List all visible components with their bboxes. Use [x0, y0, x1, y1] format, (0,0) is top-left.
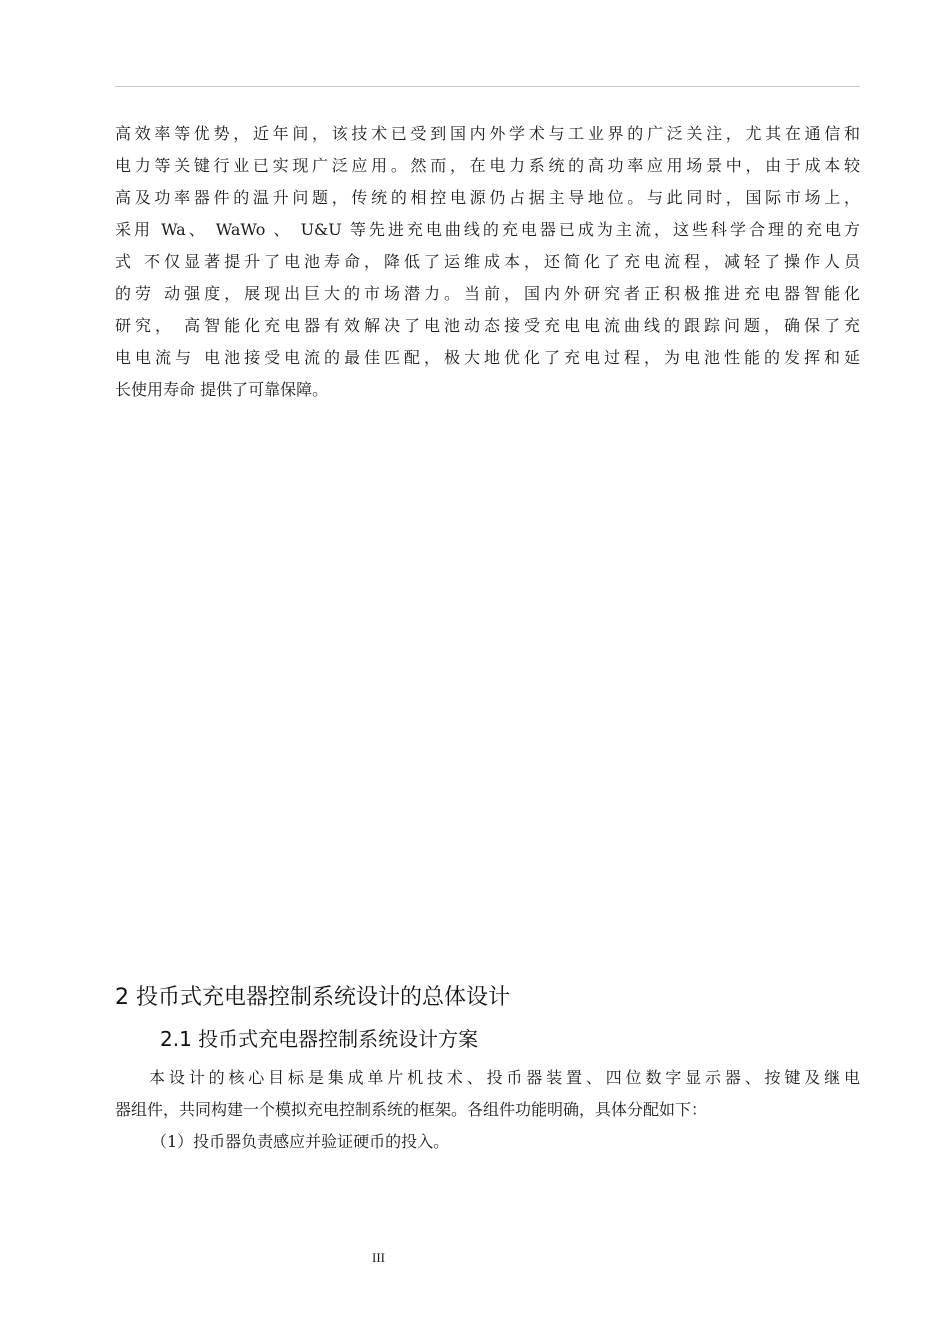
paragraph-line: 采用 Wa、 WaWo 、 U&U 等先进充电曲线的充电器已成为主流，这些科学合理的充电方 — [115, 220, 860, 239]
paragraph-line: 电力等关键行业已实现广泛应用。然而，在电力系统的高功率应用场景中，由于成本较 — [115, 156, 860, 175]
paragraph-line: 本设计的核心目标是集成单片机技术、投币器装置、四位数字显示器、按键及继电 — [149, 1068, 860, 1087]
paragraph-line: 高效率等优势，近年间，该技术已受到国内外学术与工业界的广泛关注，尤其在通信和 — [115, 124, 860, 143]
paragraph-line: 器组件，共同构建一个模拟充电控制系统的框架。各组件功能明确，具体分配如下： — [115, 1100, 708, 1119]
section-heading: 2 投币式充电器控制系统设计的总体设计 — [115, 985, 510, 1010]
paragraph-line: 高及功率器件的温升问题，传统的相控电源仍占据主导地位。与此同时，国际市场上， — [115, 188, 860, 207]
paragraph-line: 研究， 高智能化充电器有效解决了电池动态接受充电电流曲线的跟踪问题，确保了充 — [115, 316, 860, 335]
page-number: III — [372, 1250, 385, 1265]
paragraph-line: 式 不仅显著提升了电池寿命，降低了运维成本，还简化了充电流程，减轻了操作人员 — [115, 252, 860, 271]
paragraph-line: 长使用寿命 提供了可靠保障。 — [115, 380, 329, 399]
section-paragraph — [115, 1062, 860, 1126]
header-rule — [115, 86, 860, 87]
paragraph-line: 电电流与 电池接受电流的最佳匹配，极大地优化了充电过程，为电池性能的发挥和延 — [115, 348, 860, 367]
body-paragraph — [115, 118, 860, 406]
subsection-heading: 2.1 投币式充电器控制系统设计方案 — [160, 1027, 479, 1051]
paragraph-line: 的劳 动强度，展现出巨大的市场潜力。当前，国内外研究者正积极推进充电器智能化 — [115, 284, 860, 303]
list-item: （1）投币器负责感应并验证硬币的投入。 — [151, 1132, 450, 1151]
